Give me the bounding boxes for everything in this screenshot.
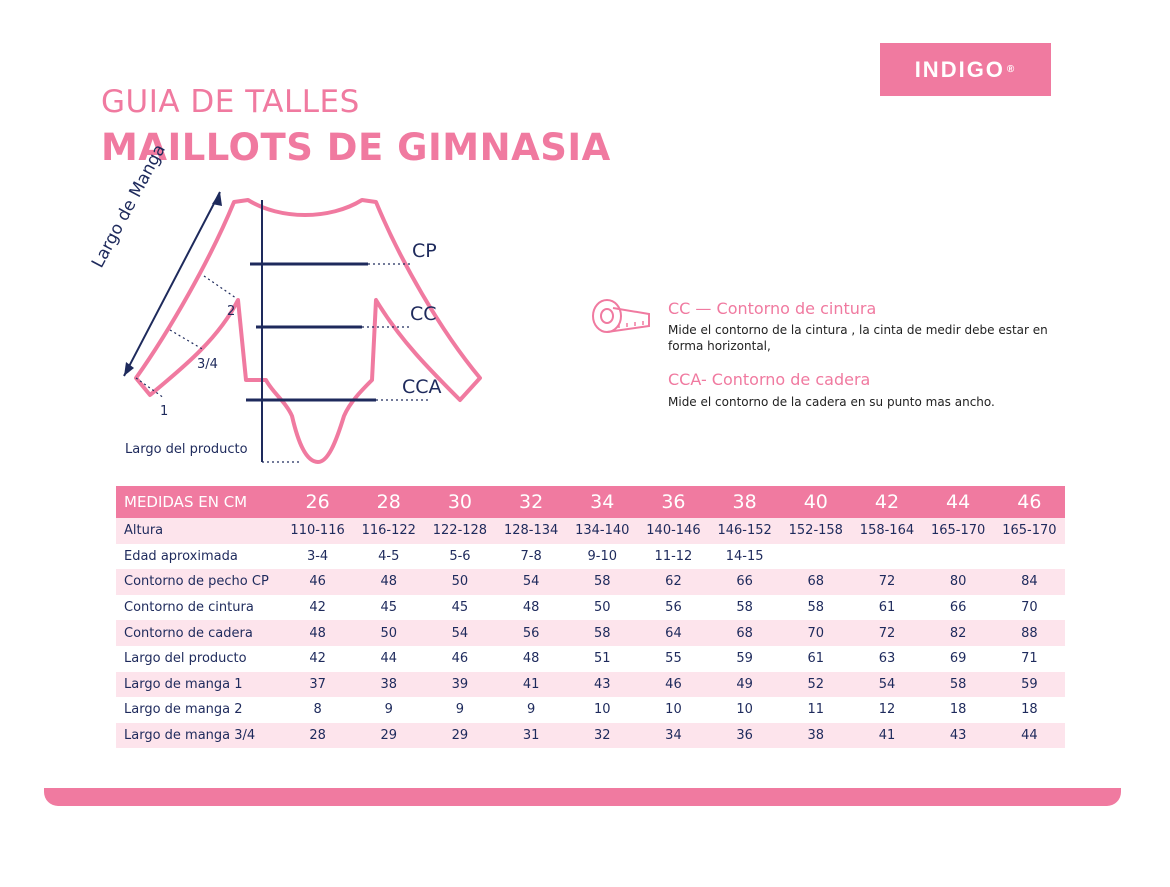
size-header-cell: 26 [282, 486, 353, 518]
table-cell: 122-128 [424, 518, 495, 544]
table-cell: 146-152 [709, 518, 780, 544]
page-subtitle: GUIA DE TALLES [101, 84, 360, 120]
table-cell: 61 [807, 651, 825, 667]
table-cell: 158-164 [851, 518, 922, 544]
table-cell: 44 [380, 651, 398, 667]
table-cell: 29 [353, 723, 424, 749]
sleeve-arrow [124, 192, 220, 376]
table-cell: 41 [496, 672, 567, 698]
sleeve-mark-34: 3/4 [197, 357, 218, 372]
table-cell: 42 [309, 651, 326, 667]
brand-logo [880, 43, 1051, 96]
row-label: Contorno de cintura [124, 600, 254, 616]
table-cell: 51 [594, 651, 611, 667]
registered-mark: ® [1006, 64, 1017, 75]
table-cell: 61 [878, 600, 896, 616]
table-cell: 5-6 [449, 548, 471, 564]
table-cell: 9 [526, 702, 536, 718]
table-cell: 80 [923, 569, 994, 595]
size-header-cell: 32 [496, 486, 567, 518]
table-cell [994, 544, 1065, 570]
product-length-label: Largo del producto [125, 442, 248, 457]
table-cell: 50 [353, 620, 424, 646]
table-cell: 12 [878, 702, 896, 718]
size-header-cell: 30 [424, 486, 495, 518]
size-header-cell: 36 [638, 486, 709, 518]
table-cell: 37 [282, 672, 353, 698]
table-cell: 48 [282, 620, 353, 646]
table-row [116, 672, 1065, 698]
cp-label: CP [412, 240, 437, 262]
size-header-cell: 28 [353, 486, 424, 518]
table-cell: 45 [380, 600, 398, 616]
table-cell: 55 [665, 651, 682, 667]
table-cell: 31 [496, 723, 567, 749]
table-cell [780, 544, 851, 570]
table-cell: 70 [1021, 600, 1038, 616]
table-cell: 36 [709, 723, 780, 749]
size-header-cell: 42 [851, 486, 922, 518]
table-cell: 38 [353, 672, 424, 698]
row-label: Largo del producto [124, 651, 247, 667]
legend-cca-desc: Mide el contorno de la cadera en su punto mas ancho. [668, 395, 995, 409]
row-label: Edad aproximada [124, 548, 238, 564]
table-cell: 152-158 [780, 518, 851, 544]
size-header-cell: 40 [780, 486, 851, 518]
table-cell: 9 [384, 702, 393, 718]
table-cell: 64 [638, 620, 709, 646]
table-row [116, 646, 1065, 672]
table-cell: 116-122 [353, 518, 424, 544]
table-cell: 46 [282, 569, 353, 595]
table-row [116, 518, 1065, 544]
table-cell: 54 [424, 620, 495, 646]
table-cell: 32 [567, 723, 638, 749]
table-cell: 18 [949, 702, 967, 718]
table-cell: 88 [994, 620, 1065, 646]
table-cell: 69 [949, 651, 967, 667]
table-cell: 59 [994, 672, 1065, 698]
table-cell: 9-10 [587, 548, 618, 564]
row-label: Altura [116, 518, 282, 544]
table-cell: 58 [923, 672, 994, 698]
table-cell: 134-140 [567, 518, 638, 544]
row-label: Largo de manga 3/4 [116, 723, 282, 749]
table-cell: 18 [1021, 702, 1038, 718]
table-cell: 39 [424, 672, 495, 698]
table-cell: 9 [455, 702, 465, 718]
sleeve-mark-1: 1 [160, 404, 169, 419]
table-row [116, 595, 1065, 621]
size-header-cell: 44 [923, 486, 994, 518]
table-cell: 38 [780, 723, 851, 749]
table-cell: 46 [638, 672, 709, 698]
table-row [116, 544, 1065, 570]
table-cell: 14-15 [725, 548, 764, 564]
cca-label: CCA [402, 376, 442, 398]
table-cell: 58 [567, 569, 638, 595]
table-cell: 28 [282, 723, 353, 749]
table-cell [851, 544, 922, 570]
table-cell: 128-134 [496, 518, 567, 544]
row-label: Largo de manga 1 [116, 672, 282, 698]
legend-cca-title: CCA- Contorno de cadera [668, 370, 871, 389]
table-cell: 52 [780, 672, 851, 698]
table-cell: 54 [496, 569, 567, 595]
table-row [116, 569, 1065, 595]
legend-cc-desc: Mide el contorno de la cintura , la cinta de medir debe estar en forma horizontal, [668, 323, 1048, 353]
table-cell: 71 [1021, 651, 1038, 667]
table-cell: 58 [807, 600, 825, 616]
table-cell: 63 [878, 651, 896, 667]
table-cell: 48 [522, 651, 540, 667]
table-cell: 56 [665, 600, 682, 616]
sleeve-length-label: Largo de Manga [88, 141, 170, 272]
table-cell: 56 [496, 620, 567, 646]
table-cell: 43 [567, 672, 638, 698]
leotard-diagram [100, 180, 490, 470]
table-cell: 44 [994, 723, 1065, 749]
table-cell: 46 [451, 651, 469, 667]
table-row [116, 620, 1065, 646]
table-cell: 48 [522, 600, 540, 616]
table-cell: 66 [949, 600, 967, 616]
size-table [116, 486, 1065, 748]
table-row [116, 723, 1065, 749]
table-cell: 11 [807, 702, 825, 718]
table-cell: 10 [736, 702, 753, 718]
row-label: Largo de manga 2 [124, 702, 243, 718]
table-cell: 72 [851, 620, 922, 646]
table-cell: 165-170 [923, 518, 994, 544]
table-cell: 66 [709, 569, 780, 595]
size-header-cell: 38 [709, 486, 780, 518]
table-cell: 43 [923, 723, 994, 749]
table-cell: 4-5 [378, 548, 400, 564]
table-cell: 110-116 [282, 518, 353, 544]
table-cell: 48 [353, 569, 424, 595]
table-cell: 42 [309, 600, 326, 616]
size-header-cell: MEDIDAS EN CM [116, 486, 282, 518]
table-cell: 29 [424, 723, 495, 749]
table-cell: 41 [851, 723, 922, 749]
brand-name: INDIGO [914, 56, 1005, 82]
table-cell: 45 [451, 600, 469, 616]
size-header-row [116, 486, 1065, 518]
table-cell: 70 [780, 620, 851, 646]
sleeve-mark-2: 2 [227, 304, 236, 319]
table-cell: 3-4 [306, 548, 329, 564]
table-cell: 50 [424, 569, 495, 595]
table-cell: 10 [594, 702, 611, 718]
footer-bar [44, 788, 1121, 806]
table-cell: 54 [851, 672, 922, 698]
table-cell: 58 [736, 600, 753, 616]
table-cell: 165-170 [994, 518, 1065, 544]
row-label: Contorno de pecho CP [116, 569, 282, 595]
cc-label: CC [410, 303, 437, 325]
table-cell: 49 [709, 672, 780, 698]
table-cell: 68 [780, 569, 851, 595]
table-cell: 72 [851, 569, 922, 595]
table-cell [923, 544, 994, 570]
table-cell: 50 [594, 600, 611, 616]
size-header-cell: 46 [994, 486, 1065, 518]
table-cell: 10 [665, 702, 682, 718]
table-cell: 62 [638, 569, 709, 595]
table-cell: 8 [313, 702, 322, 718]
row-label: Contorno de cadera [116, 620, 282, 646]
legend-cc-title: CC — Contorno de cintura [668, 299, 877, 318]
table-cell: 84 [994, 569, 1065, 595]
table-cell: 11-12 [654, 548, 693, 564]
table-cell: 7-8 [520, 548, 542, 564]
table-cell: 58 [567, 620, 638, 646]
table-cell: 68 [709, 620, 780, 646]
size-header-cell: 34 [567, 486, 638, 518]
table-cell: 34 [638, 723, 709, 749]
table-row [116, 697, 1065, 723]
tape-measure-icon [589, 296, 653, 338]
table-cell: 82 [923, 620, 994, 646]
page-title: MAILLOTS DE GIMNASIA [101, 126, 611, 169]
table-cell: 140-146 [638, 518, 709, 544]
table-cell: 59 [736, 651, 753, 667]
